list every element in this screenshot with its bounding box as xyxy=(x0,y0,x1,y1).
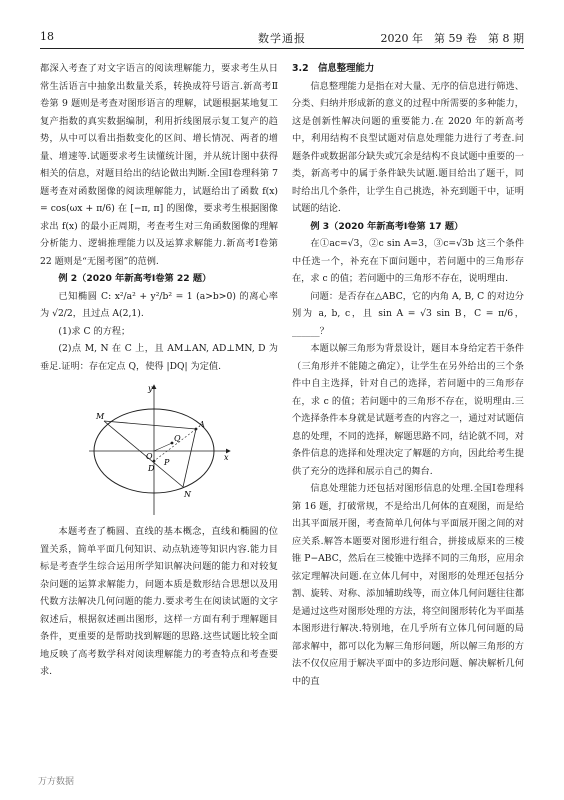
header-rule xyxy=(40,48,524,49)
paragraph: 都深入考查了对文字语言的阅读理解能力，要求考生从日常生活语言中抽象出数量关系，转换成符号语言.新高考Ⅱ卷第 9 题则是考查对图形语言的理解，试题根据某地复工复产指数的真实数据编制，利用折线图展示复工复产的趋势，从中可以看出指数变化的区间、增长情况、两者的增量、增速等.试题要求考生读懂统计图，并从统计图中获得相关的信息，对题目给出的结论做出判断.全国Ⅰ卷理科第 7 题考查对函数图像的阅读理解能力，试题给出了函数 f(x) = cos(ωx + π/6) 在 [−π, π] 的图像，要求考生根据图像求出 f(x) 的最小正周期，考查考生对三角函数图像的理解分析能力、逻辑推理能力以及运算求解能力.新高考Ⅰ卷第 22 题则是“无图考图”的范例. xyxy=(40,63,278,267)
label-n: N xyxy=(184,490,191,499)
page-header xyxy=(40,30,524,46)
segment-oq xyxy=(154,443,172,451)
label-a: A xyxy=(199,420,205,429)
paragraph: 问题：是否存在△ABC，它的内角 A, B, C 的对边分别为 a, b, c，且 sin A = √3 sin B，C = π/6，______？ xyxy=(292,290,524,337)
paragraph: 信息整理能力是指在对大量、无序的信息进行筛选、分类、归纳并形成新的意义的过程中所需要的多种能力，这是创新性解决问题的重要能力.在 2020 年的新高考中，利用结构不良型试题对信息处理能力进行了考查.问题条件或数据部分缺失或冗余是结构不良试题中重要的一类，新高考中的属于条件缺失试题.题目给出了题干，同时给出几个条件，让学生自己挑选，补充到题干中，证明试题的结论. xyxy=(292,80,524,214)
issue-info: 2020 年 第 59 卷 第 8 期 xyxy=(380,32,524,45)
right-column xyxy=(292,60,524,690)
label-o: O xyxy=(146,452,153,461)
example-heading: 例 2（2020 年新高考Ⅰ卷第 22 题） xyxy=(58,273,212,284)
paragraph: 已知椭圆 C: x²/a² + y²/b² = 1 (a>b>0) 的离心率为 √2/2，且过点 A(2,1). xyxy=(40,290,278,319)
left-column xyxy=(40,60,278,681)
example-heading: 例 3（2020 年新高考Ⅰ卷第 17 题） xyxy=(310,220,464,232)
page-number: 18 xyxy=(40,30,54,43)
point-d xyxy=(153,460,156,463)
point-a xyxy=(195,428,198,431)
question-item: (2)点 M, N 在 C 上，且 AM⊥AN, AD⊥MN, D 为垂足.证明：存在定点 Q，使得 |DQ| 为定值. xyxy=(40,343,278,372)
watermark-text: 万方数据 xyxy=(38,777,75,787)
paragraph: 本题考查了椭圆、直线的基本概念，直线和椭圆的位置关系，简单平面几何知识、动点轨迹等知识内容.能力目标是考查学生综合运用所学知识解决问题的能力和对较复杂问题的运算求解能力，问题本质是数形结合思想以及用代数方法解决几何问题的能力.要求考生在阅读试题的文字叙述后，根据叙述画出图形，这样一方面有利于理解题目条件，更重要的是帮助找到解题的思路.这些试题比较全面地反映了高考数学科对阅读理解能力的考查特点和考查要求. xyxy=(40,526,278,677)
question-item: (1)求 C 的方程； xyxy=(58,325,131,337)
segment-mn xyxy=(104,421,183,487)
segment-ma xyxy=(104,421,196,429)
paragraph: 信息处理能力还包括对图形信息的处理.全国Ⅰ卷理科第 16 题，打破常规，不是给出几何体的直观图，而是给出其平面展开图，考查简单几何体与平面展开图之间的对应关系.解答本题要对图形进行组合，拼接成原来的三棱锥 P−ABC，然后在三棱锥中选择不同的三角形，应用余弦定理解决问题.在立体几何中，对图形的处理还包括分割、旋转、对称、添加辅助线等，而立体几何问题往往都是通过这些对图形处理的方法，将空间图形转化为平面基本图形进行解决.特别地，在几乎所有立体几何问题的局部求解中，都可以化为解三角形问题，所以解三角形的方法不仅仅应用于解决平面中的多边形问题、解决解析几何中的直 xyxy=(292,483,524,687)
label-d: D xyxy=(148,464,155,473)
ellipse-figure xyxy=(84,379,234,519)
point-q xyxy=(171,442,174,445)
segment-an xyxy=(183,429,196,487)
paragraph: 本题以解三角形为背景设计，题目本身给定若干条件（三角形并不能随之确定），让学生在另外给出的三个条件中自主选择，针对自己的选择，若问题中的三角形存在，求 c 的值；若问题中的三角形不存在，说明理由.三个选择条件本身就是试题考查的内容之一，通过对试题信息的处理，不同的选择，解题思路不同，结论就不同，对条件信息的选择和处理决定了解题的方向，因此给考生提供了充分的选择和展示自己的舞台. xyxy=(292,343,524,477)
label-x: x xyxy=(224,453,229,462)
paragraph: 在①ac=√3，②c sin A=3，③c=√3b 这三个条件中任选一个，补充在下面问题中，若问题中的三角形存在，求 c 的值；若问题中的三角形不存在，说明理由. xyxy=(292,238,524,284)
label-y: y xyxy=(148,384,153,393)
label-q: Q xyxy=(174,434,181,443)
journal-title: 数学通报 xyxy=(258,32,306,45)
section-heading: 3.2 信息整理能力 xyxy=(292,63,375,74)
label-p: P xyxy=(164,458,170,467)
label-m: M xyxy=(96,412,105,421)
